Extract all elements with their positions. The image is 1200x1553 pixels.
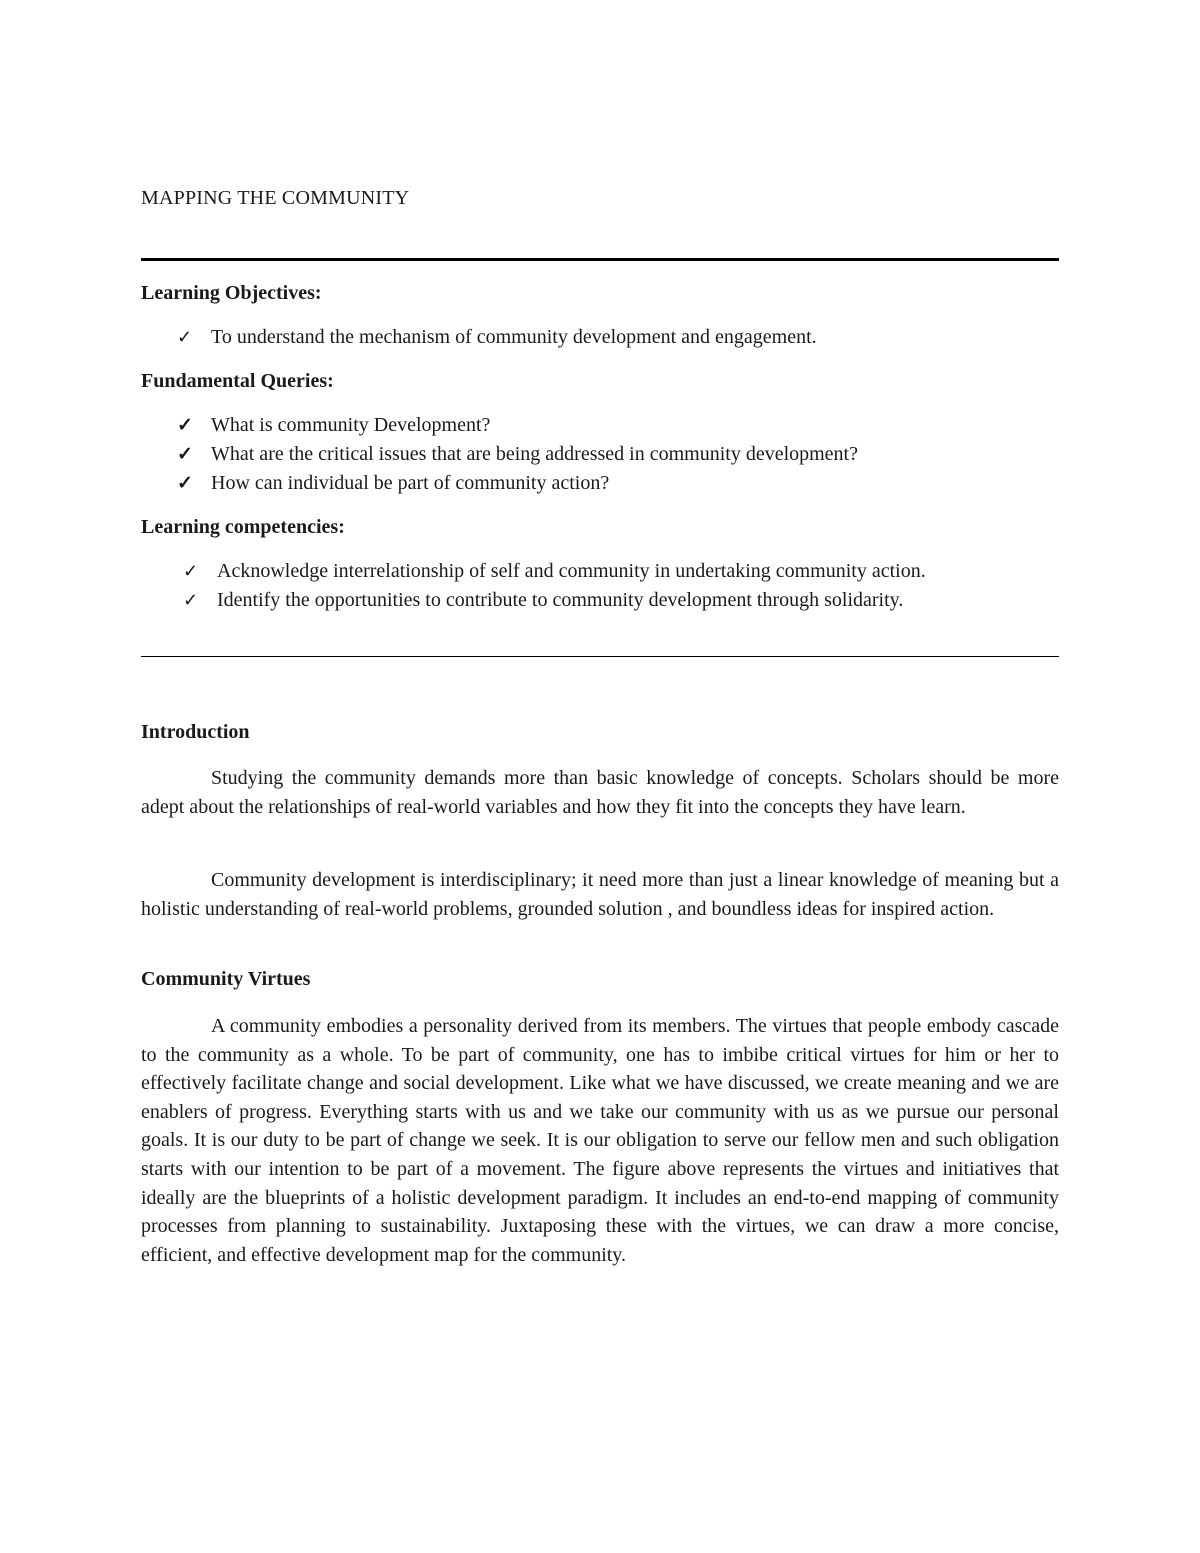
introduction-paragraph: Studying the community demands more than basic knowledge of concepts. Scholars should be more adept about the relationships of real-world variables and how they fit into the concepts they have learn. xyxy=(141,767,1059,818)
check-icon: ✓ xyxy=(177,473,193,494)
objective-item: To understand the mechanism of community development and engagement. xyxy=(211,326,817,348)
competency-item: Identify the opportunities to contribute to community development through solidarity. xyxy=(217,589,904,611)
check-icon: ✓ xyxy=(177,415,193,436)
check-icon: ✓ xyxy=(183,590,199,610)
title-divider xyxy=(141,258,1059,261)
check-icon: ✓ xyxy=(177,327,193,347)
learning-objectives-heading: Learning Objectives: xyxy=(141,282,322,304)
introduction-heading: Introduction xyxy=(141,721,250,743)
check-icon: ✓ xyxy=(183,561,199,581)
introduction-paragraph: Community development is interdisciplinary; it need more than just a linear knowledge of meaning but a holistic understanding of real-world problems, grounded solution , and boundless ideas for inspired action. xyxy=(141,869,1059,920)
community-virtues-paragraph: A community embodies a personality derived from its members. The virtues that people embody cascade to the community as a whole. To be part of community, one has to imbibe critical virtues for him or her to effectively facilitate change and social development. Like what we have discussed, we create meaning and we are enablers of progress. Everything starts with us and we take our community with us as we pursue our personal goals. It is our duty to be part of change we seek. It is our obligation to serve our fellow men and such obligation starts with our intention to be part of a movement. The figure above represents the virtues and initiatives that ideally are the blueprints of a holistic development paradigm. It includes an end-to-end mapping of community processes from planning to sustainability. Juxtaposing these with the virtues, we can draw a more concise, efficient, and effective development map for the community. xyxy=(141,1015,1059,1266)
check-icon: ✓ xyxy=(177,444,193,465)
fundamental-queries-heading: Fundamental Queries: xyxy=(141,370,334,392)
page-title: MAPPING THE COMMUNITY xyxy=(141,187,410,209)
community-virtues-heading: Community Virtues xyxy=(141,968,311,990)
query-item: What are the critical issues that are being addressed in community development? xyxy=(211,443,858,465)
learning-competencies-heading: Learning competencies: xyxy=(141,516,345,538)
query-item: What is community Development? xyxy=(211,414,491,436)
section-divider xyxy=(141,656,1059,657)
competency-item: Acknowledge interrelationship of self and community in undertaking community action. xyxy=(217,560,926,582)
query-item: How can individual be part of community action? xyxy=(211,472,610,494)
